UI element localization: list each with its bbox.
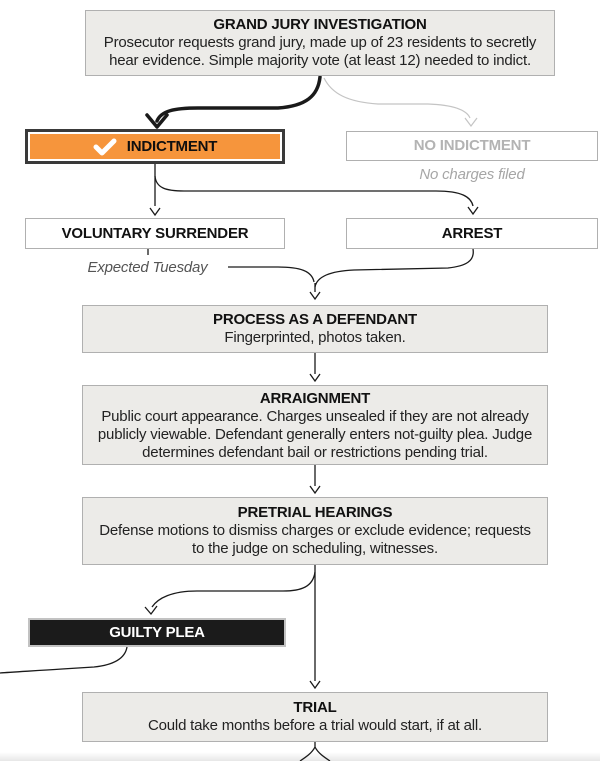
node-body: Defense motions to dismiss charges or exclude evidence; requests to the judge on scheduling, witnesses. bbox=[99, 522, 531, 557]
node-body: Public court appearance. Charges unsealed if they are not already publicly viewable. Defendant generally enters not-guilty plea. Judge determines defendant bail or restrictions pending trial. bbox=[97, 408, 533, 461]
note-no-charges-filed: No charges filed bbox=[419, 166, 525, 183]
node-title: PRETRIAL HEARINGS bbox=[237, 504, 393, 521]
node-no-indictment bbox=[346, 131, 598, 161]
node-title: VOLUNTARY SURRENDER bbox=[61, 224, 249, 242]
check-icon bbox=[93, 138, 117, 156]
node-body: Prosecutor requests grand jury, made up of 23 residents to secretly hear evidence. Simple majority vote (at least 12) needed to indict. bbox=[103, 34, 537, 69]
note-expected-tuesday: Expected Tuesday bbox=[87, 259, 208, 276]
node-pretrial-hearings bbox=[82, 497, 548, 565]
node-trial bbox=[82, 692, 548, 742]
node-title: TRIAL bbox=[293, 699, 337, 716]
node-title: INDICTMENT bbox=[126, 137, 218, 155]
node-arraignment bbox=[82, 385, 548, 465]
node-body: Could take months before a trial would start, if at all. bbox=[148, 717, 482, 734]
node-title: PROCESS AS A DEFENDANT bbox=[213, 311, 417, 328]
node-title: GRAND JURY INVESTIGATION bbox=[213, 16, 427, 33]
node-grand-jury-investigation bbox=[85, 10, 555, 76]
node-process-as-defendant bbox=[82, 305, 548, 353]
node-title: GUILTY PLEA bbox=[109, 623, 205, 641]
node-arrest bbox=[346, 218, 598, 249]
node-voluntary-surrender bbox=[25, 218, 285, 249]
node-title: ARRAIGNMENT bbox=[259, 390, 371, 407]
node-body: Fingerprinted, photos taken. bbox=[224, 329, 406, 346]
node-title: NO INDICTMENT bbox=[413, 137, 531, 154]
node-indictment bbox=[25, 129, 285, 164]
node-title: ARREST bbox=[441, 224, 503, 242]
node-guilty-plea bbox=[28, 618, 286, 647]
